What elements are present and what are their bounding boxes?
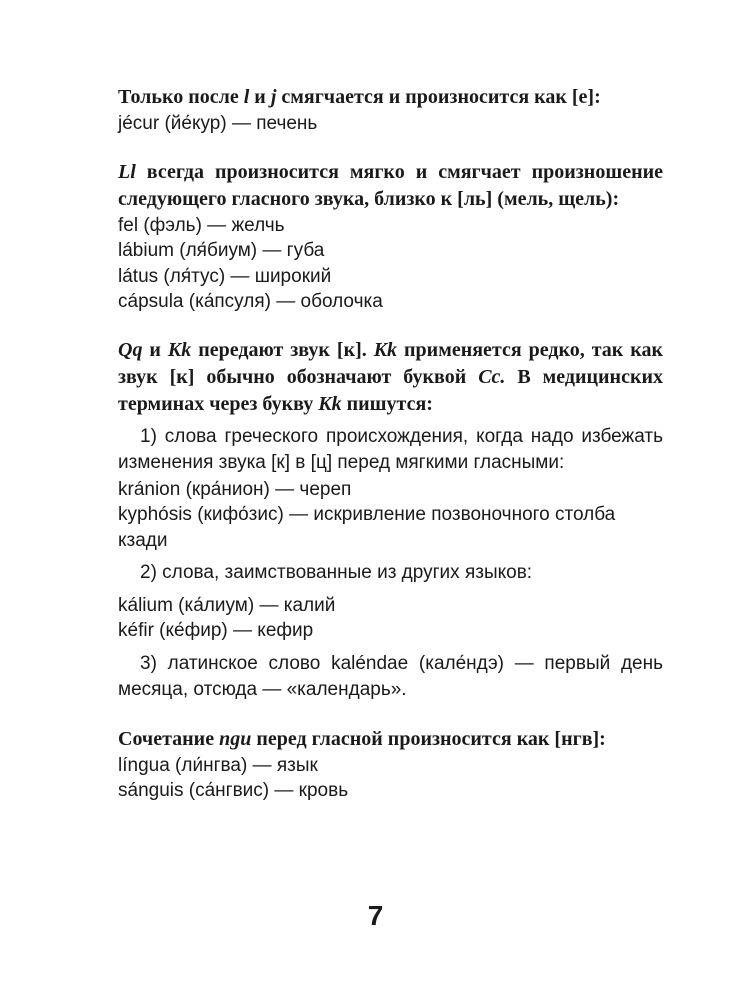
rule-fragment: В медицинских терминах через букву	[118, 365, 663, 415]
rule-text	[118, 726, 663, 753]
rule-text	[118, 159, 663, 213]
letter-term: j	[270, 86, 277, 108]
example-line: kránion (кра́нион) — череп	[118, 478, 352, 500]
example-line: lábium (ля́биум) — губа	[118, 240, 325, 261]
numbered-paragraph: 1) слова греческого происхождения, когда надо избежать изменения звука [к] в [ц] перед мягкими гласными:	[118, 425, 663, 473]
rule-fragment: пишутся:	[341, 392, 433, 415]
letter-term: Kk	[318, 392, 342, 415]
numbered-paragraph: 2) слова, заимствованные из других языков:	[140, 562, 533, 583]
rule-fragment: применяется редко, так как звук [к] обычно обозначают буквой	[118, 338, 664, 388]
letter-term: Ll	[118, 160, 136, 183]
example-line: kálium (ка́лиум) — калий	[118, 594, 336, 616]
example-line: jécur (йе́кур) — печень	[118, 113, 318, 134]
letter-term: l	[243, 86, 250, 108]
rule-fragment: и	[142, 338, 168, 361]
example-line: látus (ля́тус) — широкий	[118, 265, 332, 287]
rule-fragment: Сочетание	[118, 727, 220, 750]
letter-term: Kk	[167, 338, 192, 361]
example-line: língua (ли́нгва) — язык	[118, 754, 318, 776]
example-line: cápsula (ка́псуля) — оболочка	[118, 291, 383, 312]
rule-fragment: передают звук [к].	[191, 338, 374, 361]
numbered-paragraph: 3) латинское слово kaléndae (кале́ндэ) — первый день месяца, отсюда — «календарь».	[118, 652, 663, 700]
example-line: kyphósis (кифо́зис) — искривление позвоночного столба кзади	[118, 504, 616, 551]
page-number: 7	[367, 900, 384, 931]
rule-text	[118, 84, 663, 111]
rule-fragment: всегда произносится мягко и смягчает произношение следующего гласного звука, близко к [ль] (мель, щель):	[118, 160, 663, 210]
example-line: sánguis (са́нгвис) — кровь	[118, 780, 349, 801]
letter-term: Cc.	[478, 365, 506, 388]
page-content	[118, 84, 663, 804]
example-line: fel (фэль) — желчь	[118, 214, 285, 236]
letter-term: ngu	[219, 727, 252, 750]
rule-fragment: смягчается и произносится как [е]:	[276, 86, 601, 108]
rule-text	[118, 337, 663, 418]
rule-fragment: перед гласной произносится как [нгв]:	[251, 727, 606, 750]
rule-fragment: Только после	[118, 86, 244, 108]
letter-term: Qq	[118, 338, 143, 361]
example-line: kéfir (ке́фир) — кефир	[118, 620, 314, 641]
rule-fragment: и	[249, 86, 271, 108]
letter-term: Kk	[373, 338, 398, 361]
